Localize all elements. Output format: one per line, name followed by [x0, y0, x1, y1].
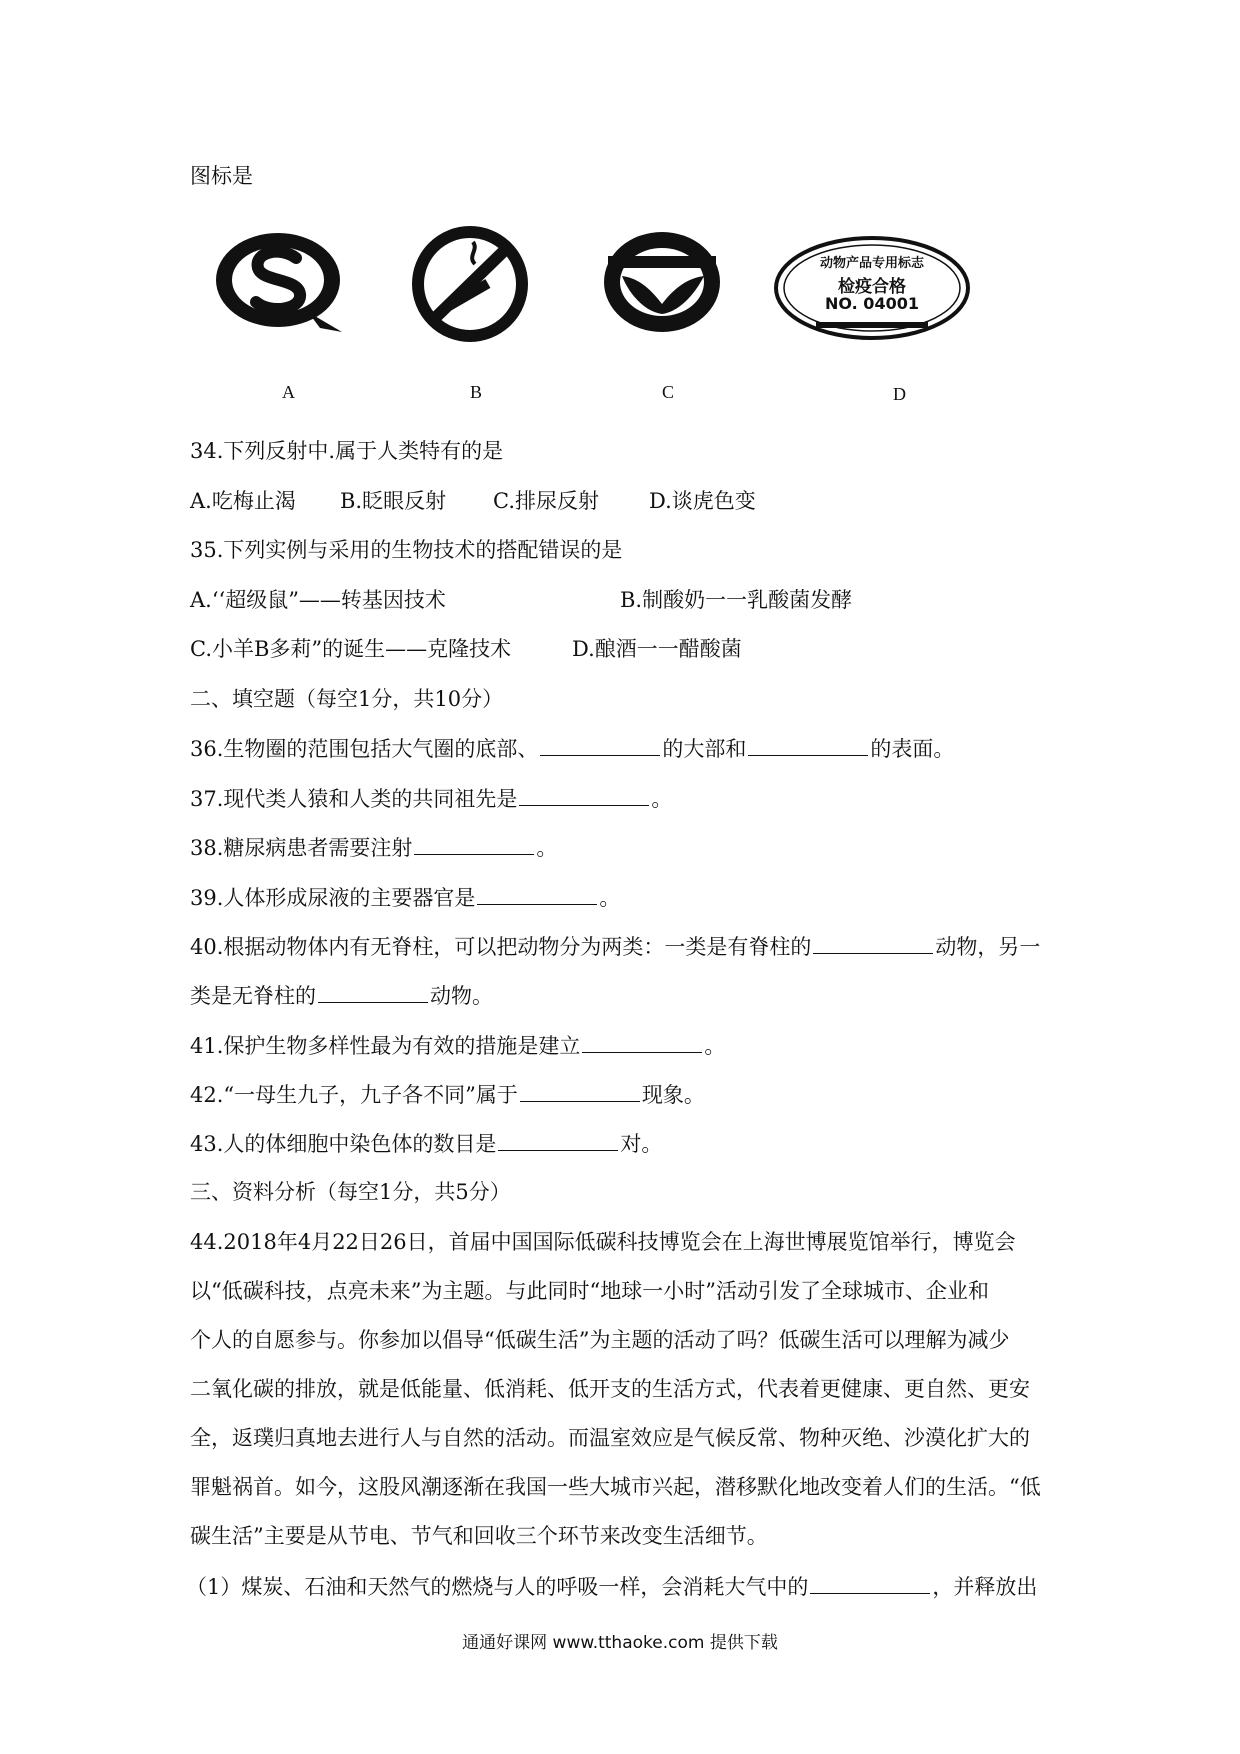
q40-blank-2[interactable] [318, 980, 428, 1003]
stamp-line-3: NO. 04001 [825, 294, 919, 313]
q36-blank-1[interactable] [540, 733, 660, 756]
q36-blank-2[interactable] [748, 733, 868, 756]
q44-line-2: 以“低碳科技，点亮未来”为主题。与此同时“地球一小时”活动引发了全球城市、企业和 [190, 1279, 989, 1303]
q35-options-row1 [190, 585, 852, 615]
q35-stem: 35.下列实例与采用的生物技术的搭配错误的是 [190, 538, 623, 562]
q42-blank[interactable] [520, 1079, 640, 1102]
q40-blank-1[interactable] [813, 931, 933, 954]
q36: 36.生物圈的范围包括大气圈的底部、 的大部和 的表面。 [190, 733, 954, 764]
q44-line-6: 罪魁祸首。如今，这股风潮逐渐在我国一些大城市兴起，潜移默化地改变着人们的生活。“低 [190, 1475, 1041, 1499]
q40-line-1: 40.根据动物体内有无脊柱，可以把动物分为两类：一类是有脊柱的 动物，另一 [190, 931, 1040, 962]
stamp-line-1: 动物产品专用标志 [819, 256, 924, 271]
q35-option-c: C.小羊B多莉”的诞生——克隆技术 [190, 637, 512, 661]
section-3-heading: 三、资料分析（每空1分，共5分） [190, 1180, 511, 1204]
q38-blank[interactable] [414, 832, 534, 855]
q40-line-2: 类是无脊柱的 动物。 [190, 980, 493, 1011]
q34-option-d: D.谈虎色变 [649, 489, 756, 513]
q43-blank[interactable] [498, 1128, 618, 1151]
q34-option-a: A.吃梅止渴 [190, 489, 296, 513]
intro-text: 图标是 [190, 164, 253, 188]
q44-line-1: 44.2018年4月22日26日，首届中国国际低碳科技博览会在上海世博展览馆举行，博览会 [190, 1230, 1016, 1254]
q44-line-4: 二氧化碳的排放，就是低能量、低消耗、低开支的生活方式，代表着更健康、更自然、更安 [190, 1377, 1030, 1401]
logo-label-a: A [282, 382, 295, 402]
qs-quality-mark-icon [210, 228, 350, 342]
q37-blank[interactable] [519, 783, 649, 806]
q39: 39.人体形成尿液的主要器官是 。 [190, 882, 620, 913]
q34-options [190, 486, 756, 516]
q35-option-d: D.酿酒一一醋酸菌 [572, 637, 742, 661]
green-food-icon [598, 226, 728, 340]
logo-label-d: D [893, 384, 906, 404]
q41-blank[interactable] [582, 1030, 702, 1053]
q37: 37.现代类人猿和人类的共同祖先是 。 [190, 783, 672, 814]
section-2-heading: 二、填空题（每空1分，共10分） [190, 687, 504, 711]
no-smoking-icon [405, 224, 535, 348]
q34-stem: 34.下列反射中.属于人类特有的是 [190, 439, 504, 463]
q44-line-5: 全，返璞归真地去进行人与自然的活动。而温室效应是气候反常、物种灭绝、沙漠化扩大的 [190, 1426, 1030, 1450]
q35-option-b: B.制酸奶一一乳酸菌发酵 [620, 588, 853, 612]
logo-label-c: C [662, 382, 675, 402]
q44-sub1: （1）煤炭、石油和天然气的燃烧与人的呼吸一样，会消耗大气中的 ，并释放出 [186, 1571, 1037, 1602]
q43: 43.人的体细胞中染色体的数目是 对。 [190, 1128, 662, 1159]
quarantine-stamp-icon [772, 234, 972, 344]
q44-line-7: 碳生活”主要是从节电、节气和回收三个环节来改变生活细节。 [190, 1524, 768, 1548]
q42: 42.“一母生九子，九子各不同”属于 现象。 [190, 1079, 705, 1110]
q39-blank[interactable] [477, 882, 597, 905]
q34-option-b: B.眨眼反射 [340, 489, 447, 513]
page-footer: 通通好课网 www.tthaoke.com 提供下载 [462, 1633, 778, 1653]
q41: 41.保护生物多样性最为有效的措施是建立 。 [190, 1030, 725, 1061]
q34-option-c: C.排尿反射 [493, 489, 599, 513]
q44-line-3: 个人的自愿参与。你参加以倡导“低碳生活”为主题的活动了吗？低碳生活可以理解为减少 [190, 1328, 1010, 1352]
q35-option-a: A.‘‘超级鼠”——转基因技术 [190, 588, 446, 612]
q35-options-row2 [190, 634, 742, 664]
q38: 38.糖尿病患者需要注射 。 [190, 832, 557, 863]
logo-label-b: B [470, 382, 483, 402]
q44-sub1-blank[interactable] [810, 1571, 930, 1594]
stamp-line-2: 检疫合格 [838, 277, 906, 297]
